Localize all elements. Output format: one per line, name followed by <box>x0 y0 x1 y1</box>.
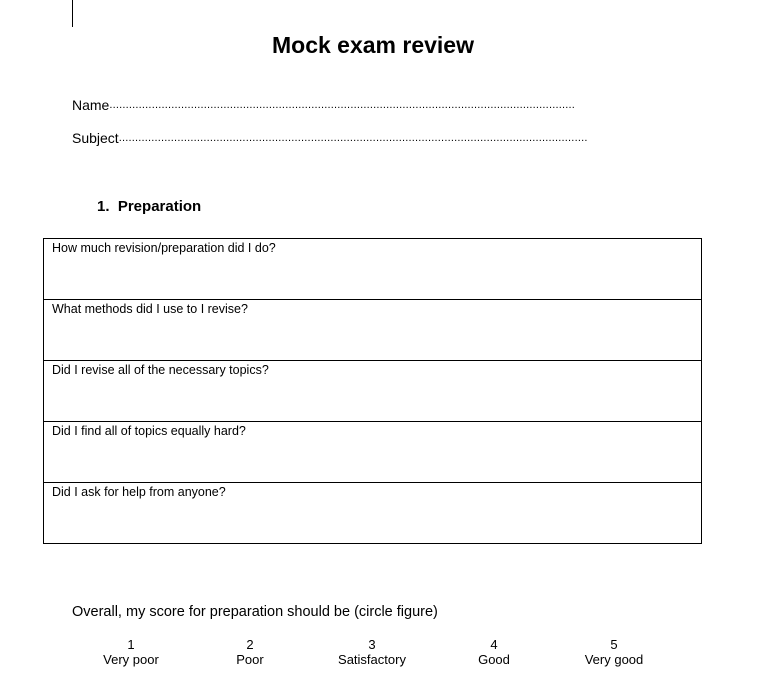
answer-cell-topics-revised[interactable] <box>44 361 702 422</box>
score-option-1[interactable] <box>71 637 191 667</box>
section-heading-preparation: 1. Preparation <box>97 198 202 215</box>
question-text: Did I revise all of the necessary topics? <box>52 363 269 377</box>
score-label: Good <box>478 652 510 667</box>
subject-field-dotted-line[interactable]: ................................................................................................................................................ <box>118 132 588 144</box>
answer-cell-revision-amount[interactable] <box>44 239 702 300</box>
answer-cell-revision-methods[interactable] <box>44 300 702 361</box>
score-number: 3 <box>368 637 376 652</box>
page-title: Mock exam review <box>271 32 474 58</box>
score-option-4[interactable] <box>434 637 554 667</box>
preparation-question-table <box>43 238 702 544</box>
name-field[interactable] <box>72 94 672 114</box>
subject-field-label: Subject <box>72 130 119 146</box>
question-text: Did I ask for help from anyone? <box>52 485 226 499</box>
name-field-dotted-line[interactable]: ............................................................................................................................................... <box>109 99 575 111</box>
table-row <box>44 239 702 300</box>
table-row <box>44 422 702 483</box>
score-option-2[interactable] <box>190 637 310 667</box>
text-cursor <box>72 0 73 27</box>
score-label: Very poor <box>103 652 159 667</box>
answer-cell-help-sought[interactable] <box>44 483 702 544</box>
score-label: Poor <box>236 652 264 667</box>
question-text: How much revision/preparation did I do? <box>52 241 276 255</box>
score-label: Very good <box>584 652 644 667</box>
score-number: 5 <box>610 637 618 652</box>
score-number: 4 <box>490 637 498 652</box>
score-number: 1 <box>127 637 135 652</box>
score-label: Satisfactory <box>338 652 406 667</box>
table-row <box>44 361 702 422</box>
score-scale <box>0 637 770 673</box>
answer-cell-topic-difficulty[interactable] <box>44 422 702 483</box>
score-option-3[interactable] <box>312 637 432 667</box>
question-text: Did I find all of topics equally hard? <box>52 424 246 438</box>
score-number: 2 <box>246 637 254 652</box>
subject-field[interactable] <box>72 127 672 147</box>
overall-score-prompt: Overall, my score for preparation should be (circle figure) <box>72 604 438 620</box>
score-option-5[interactable] <box>554 637 674 667</box>
table-row <box>44 300 702 361</box>
name-field-label: Name <box>72 97 110 113</box>
table-row <box>44 483 702 544</box>
question-text: What methods did I use to I revise? <box>52 302 248 316</box>
